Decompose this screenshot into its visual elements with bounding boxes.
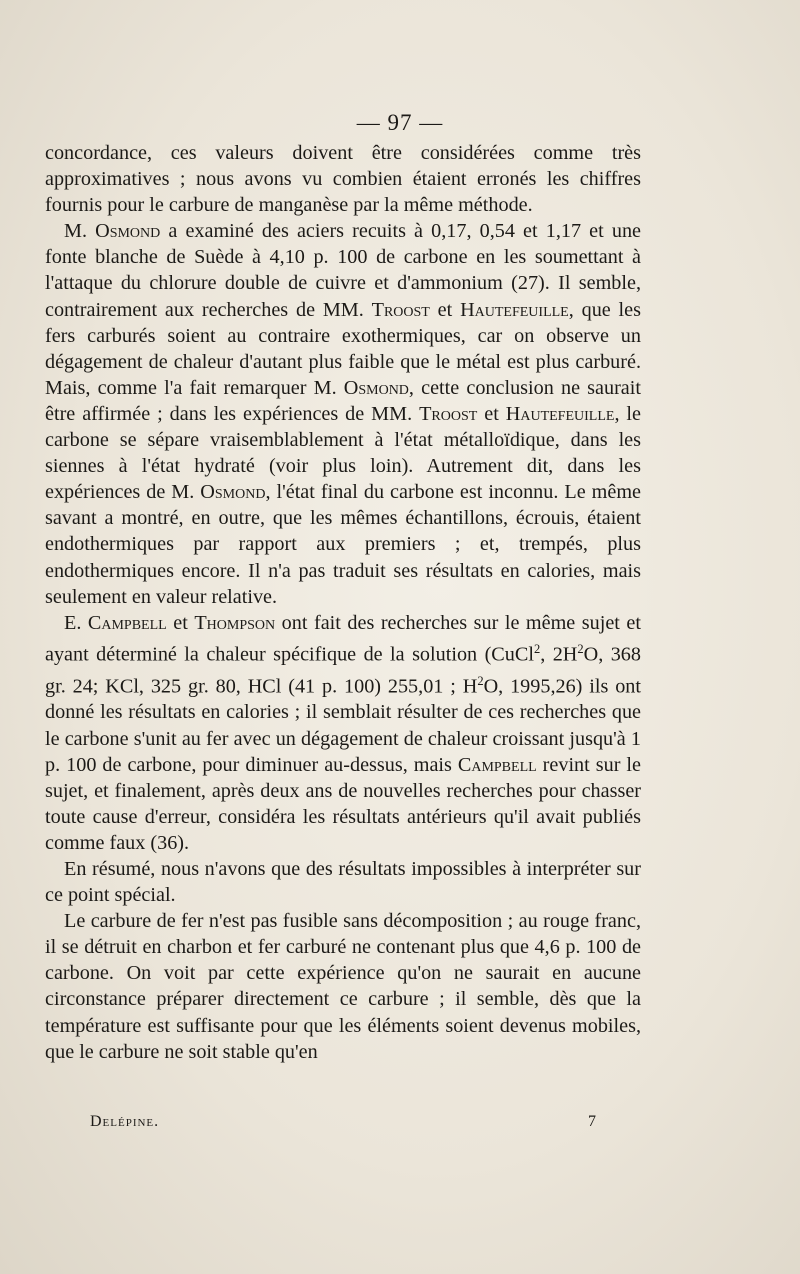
author-signature: Delépine. bbox=[90, 1113, 160, 1130]
signature-folio: 7 bbox=[588, 1113, 596, 1130]
page-footer bbox=[90, 1113, 596, 1131]
author-name: Hautefeuille bbox=[505, 402, 615, 425]
page-number: — 97 — bbox=[356, 110, 444, 135]
author-name: Osmond bbox=[343, 376, 409, 399]
paragraph: E. Campbell et Thompson ont fait des recherches sur le même sujet et ayant déterminé la chaleur spécifique de la solution (CuCl$^2$, $2H^2O$, 368 gr. 24; KCl, 325 gr. 80, HCl (41 p. 100) 255,01 ; $H^2O$, 1995,26) ils ont donné les résultats en calories ; il semblait résulter de ces recherches que le carbone s'unit au fer avec un dégagement de chaleur croissant jusqu'à 1 p. 100 de carbone, pour diminuer au-dessus, mais Campbell revint sur le sujet, et finalement, après deux ans de nouvelles recherches pour chasser toute cause d'erreur, considéra les résultats antérieurs qu'il avait publiés comme faux (36). bbox=[45, 611, 642, 854]
paragraph: M. Osmond a examiné des aciers recuits à 0,17, 0,54 et 1,17 et une fonte blanche de Suède à 4,10 p. 100 de carbone en les soumettant à l'attaque du chlorure double de cuivre et d'ammonium (27). Il semble, contrairement aux recherches de MM. Troost et Hautefeuille, que les fers carburés soient au contraire exothermiques, car on observe un dégagement de chaleur d'autant plus faible que le métal est plus carburé. Mais, comme l'a fait remarquer M. Osmond, cette conclusion ne saurait être affirmée ; dans les expériences de MM. Troost et Hautefeuille, le carbone se sépare vraisemblablement à l'état métalloïdique, dans les siennes à l'état hydraté (voir plus loin). Autrement dit, dans les expériences de M. Osmond, l'état final du carbone est inconnu. Le même savant a montré, en outre, que les mêmes échantillons, écrouis, étaient endothermiques par rapport aux premiers ; et, trempés, plus endothermiques encore. Il n'a pas traduit ses résultats en calories, mais seulement en valeur relative. bbox=[45, 220, 641, 608]
author-name: Campbell bbox=[87, 611, 167, 634]
author-name: Hautefeuille bbox=[460, 298, 569, 321]
author-name: Troost bbox=[419, 402, 478, 425]
body-text bbox=[45, 140, 641, 1065]
superscript: 2 bbox=[577, 641, 584, 656]
author-name: Campbell bbox=[457, 753, 537, 776]
author-name: Osmond bbox=[200, 481, 266, 504]
author-name: Osmond bbox=[95, 220, 161, 243]
paragraph: En résumé, nous n'avons que des résultats impossibles à interpréter sur ce point spécial. bbox=[45, 858, 641, 907]
author-name: Thompson bbox=[194, 611, 276, 634]
superscript: 2 bbox=[477, 673, 484, 688]
paragraph: concordance, ces valeurs doivent être considérées comme très approximatives ; nous avons vu combien étaient erronés les chiffres fournis pour le carbure de manganèse par la même méthode. bbox=[45, 142, 641, 217]
author-name: Troost bbox=[371, 298, 430, 321]
paragraph: Le carbure de fer n'est pas fusible sans décomposition ; au rouge franc, il se détruit en charbon et fer carburé ne contenant plus que 4,6 p. 100 de carbone. On voit par cette expérience qu'on ne saurait en aucune circonstance préparer directement ce carbure ; il semble, dès que la température est suffisante pour que les éléments soient devenus mobiles, que le carbure ne soit stable qu'en bbox=[45, 910, 641, 1063]
superscript: 2 bbox=[533, 641, 541, 656]
